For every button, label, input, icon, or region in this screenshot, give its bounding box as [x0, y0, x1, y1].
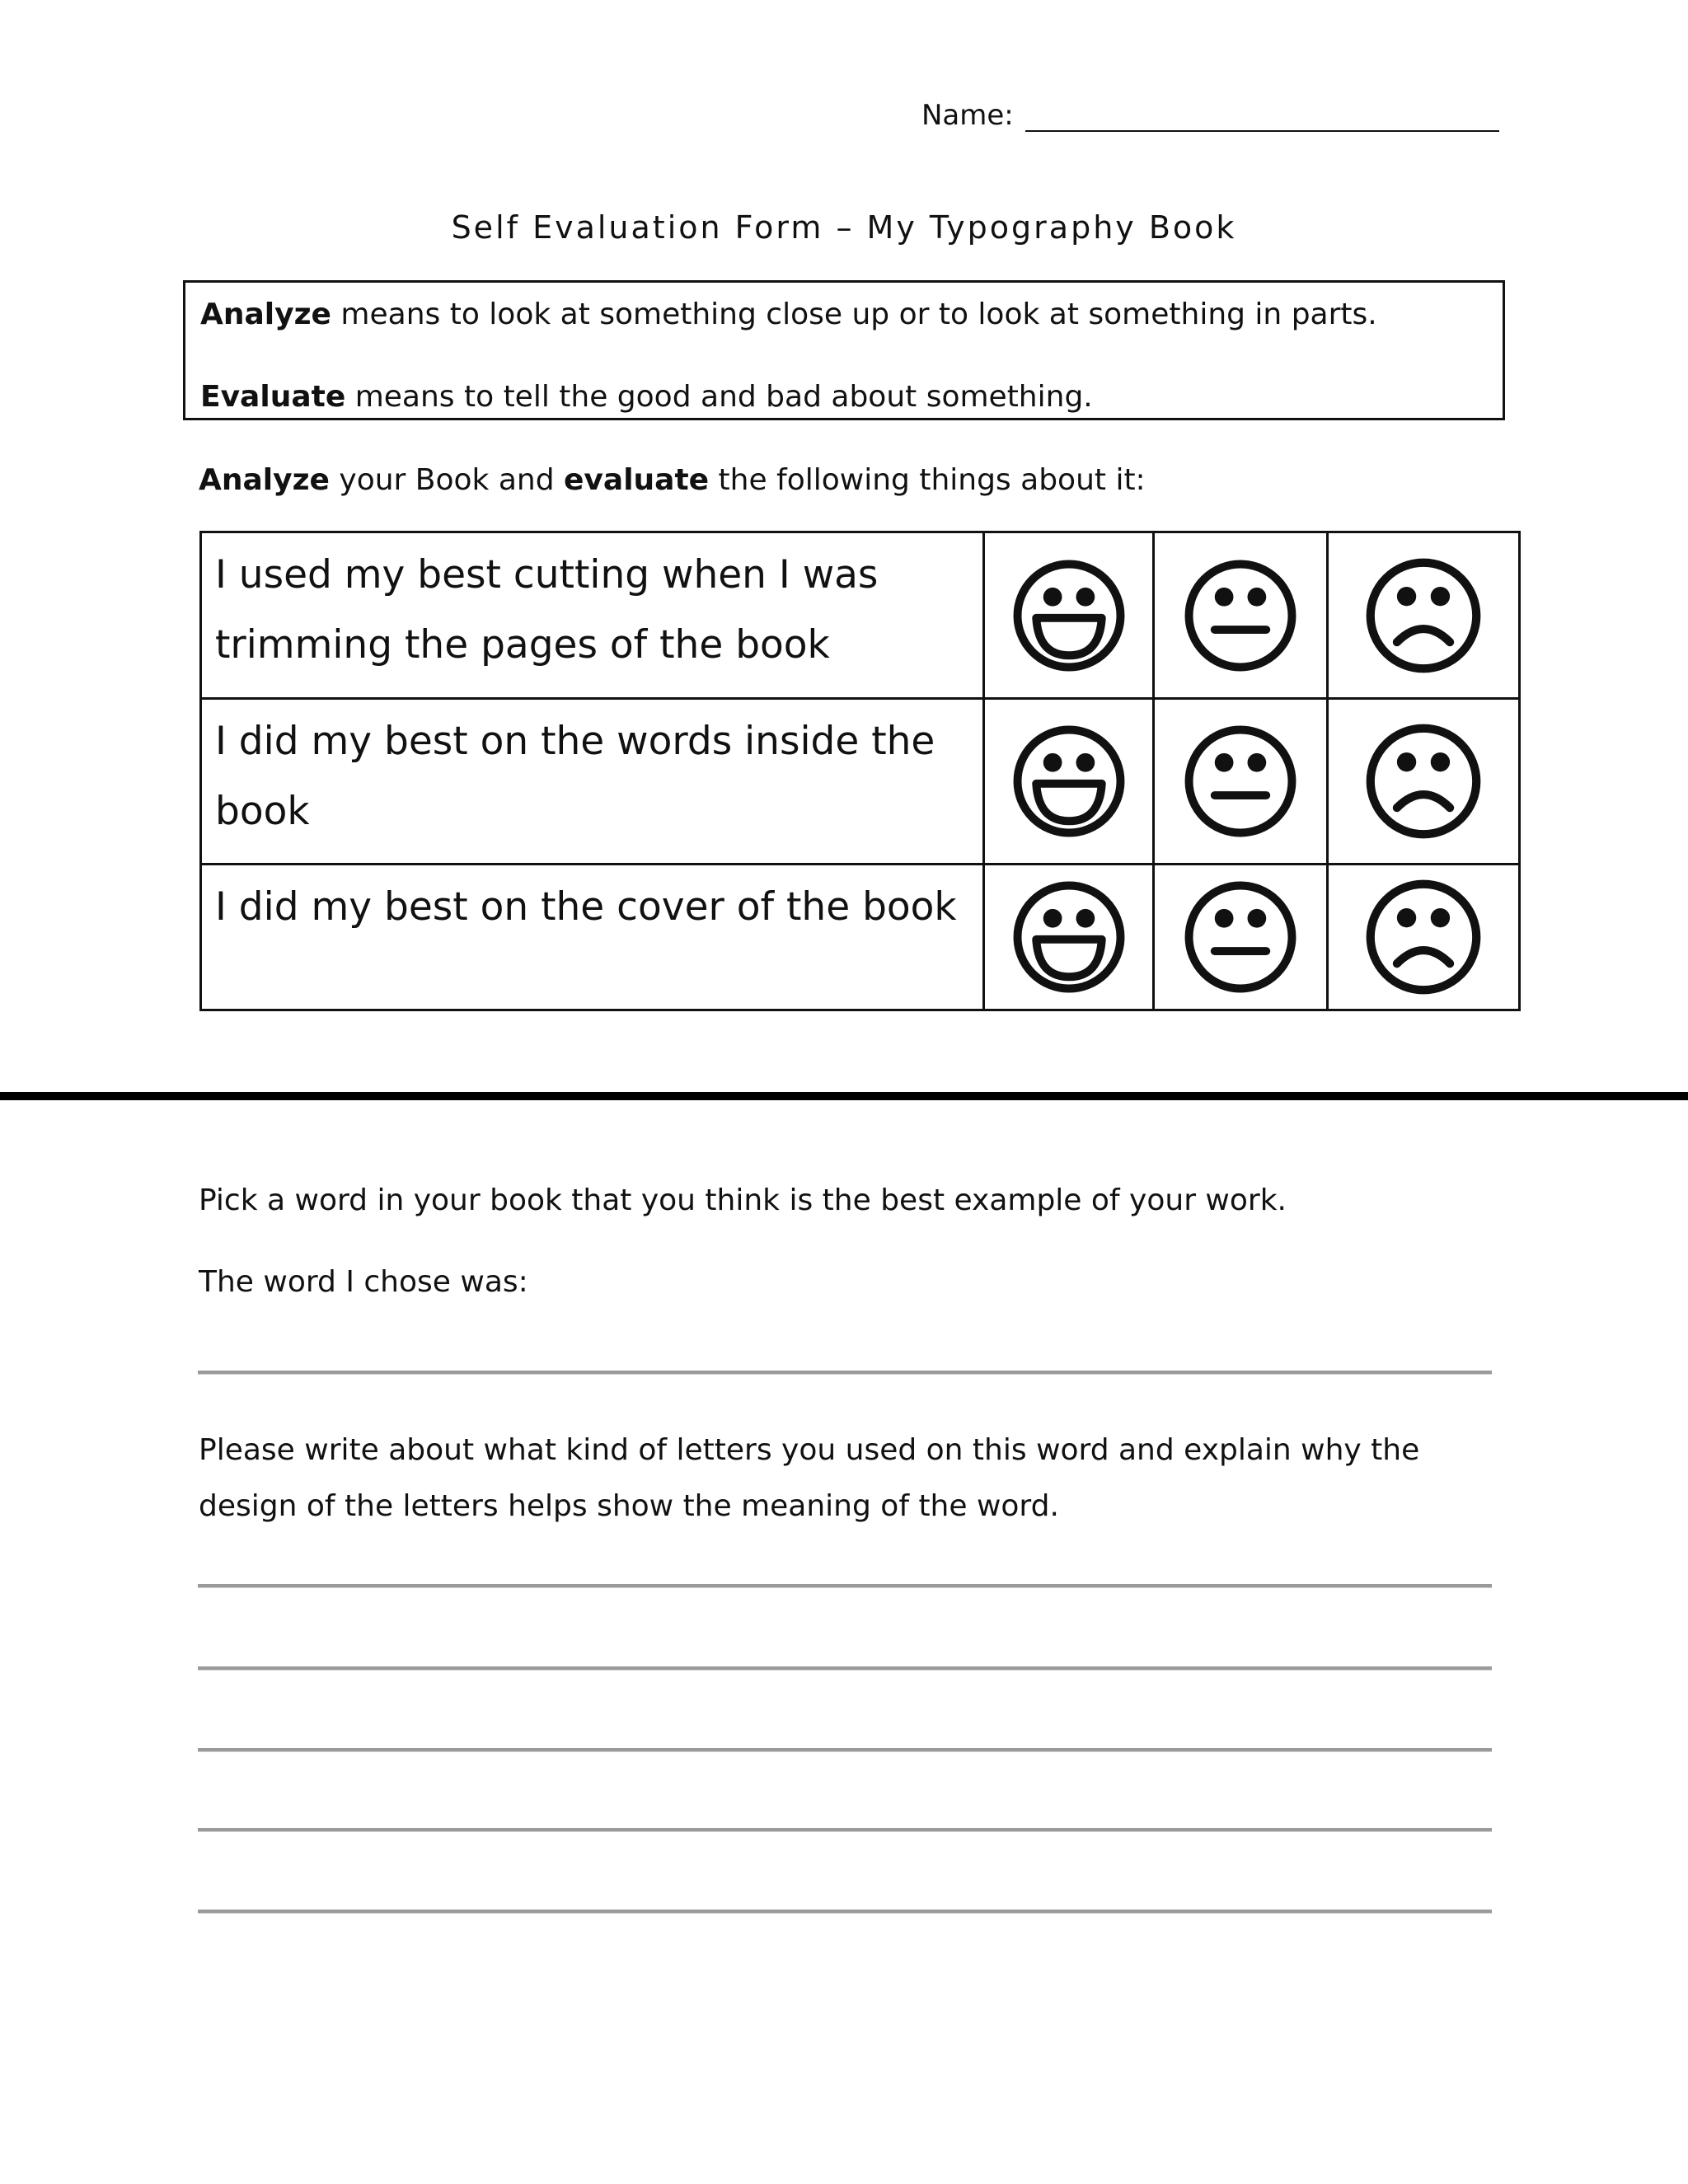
sad-face-cell[interactable] [1328, 532, 1520, 699]
neutral-face-icon [1182, 723, 1299, 840]
neutral-face-cell[interactable] [1154, 865, 1328, 1010]
table-row [201, 699, 1520, 865]
word-chosen-label: The word I chose was: [199, 1265, 528, 1299]
section-divider [0, 1092, 1688, 1100]
neutral-face-icon [1182, 557, 1299, 674]
sad-face-cell[interactable] [1328, 699, 1520, 865]
evaluate-definition-text: means to tell the good and bad about something. [345, 380, 1093, 414]
answer-line[interactable] [198, 1910, 1492, 1914]
evaluate-term: Evaluate [200, 380, 346, 414]
answer-line[interactable] [198, 1666, 1492, 1671]
instruction-analyze-term: Analyze [199, 463, 330, 497]
happy-face-icon [1010, 557, 1128, 674]
explain-prompt-line2: design of the letters helps show the meaning of the word. [199, 1489, 1059, 1523]
sad-face-cell[interactable] [1328, 865, 1520, 1010]
sad-face-icon [1363, 877, 1484, 997]
answer-line[interactable] [198, 1828, 1492, 1832]
analyze-definition [200, 298, 1377, 331]
name-blank-line[interactable] [1025, 104, 1499, 132]
evaluation-table [199, 531, 1521, 1011]
name-label: Name: [921, 99, 1014, 132]
definitions-box [183, 280, 1505, 420]
instruction-evaluate-term: evaluate [564, 463, 710, 497]
explain-prompt-line1: Please write about what kind of letters you used on this word and explain why the [199, 1433, 1420, 1467]
row-statement: I did my best on the cover of the book [201, 865, 984, 1010]
evaluate-definition [200, 380, 1093, 414]
happy-face-icon [1010, 879, 1128, 996]
neutral-face-cell[interactable] [1154, 532, 1328, 699]
page-title: Self Evaluation Form – My Typography Book [451, 209, 1237, 246]
neutral-face-icon [1182, 879, 1299, 996]
instruction-part1: your Book and [329, 463, 565, 497]
happy-face-cell[interactable] [984, 699, 1154, 865]
explain-prompt [199, 1422, 1419, 1535]
pick-word-prompt: Pick a word in your book that you think is the best example of your work. [199, 1183, 1287, 1217]
happy-face-cell[interactable] [984, 532, 1154, 699]
answer-line[interactable] [198, 1748, 1492, 1752]
answer-line[interactable] [198, 1584, 1492, 1588]
table-row [201, 865, 1520, 1010]
happy-face-icon [1010, 723, 1128, 840]
instruction [199, 463, 1146, 497]
row-statement: I did my best on the words inside the book [201, 699, 984, 865]
happy-face-cell[interactable] [984, 865, 1154, 1010]
row-statement: I used my best cutting when I was trimming the pages of the book [201, 532, 984, 699]
sad-face-icon [1363, 555, 1484, 676]
word-answer-line[interactable] [198, 1371, 1492, 1375]
analyze-term: Analyze [200, 298, 331, 331]
table-row [201, 532, 1520, 699]
neutral-face-cell[interactable] [1154, 699, 1328, 865]
instruction-part2: the following things about it: [709, 463, 1146, 497]
analyze-definition-text: means to look at something close up or to look at something in parts. [331, 298, 1377, 331]
sad-face-icon [1363, 721, 1484, 841]
name-field[interactable] [921, 99, 1499, 132]
